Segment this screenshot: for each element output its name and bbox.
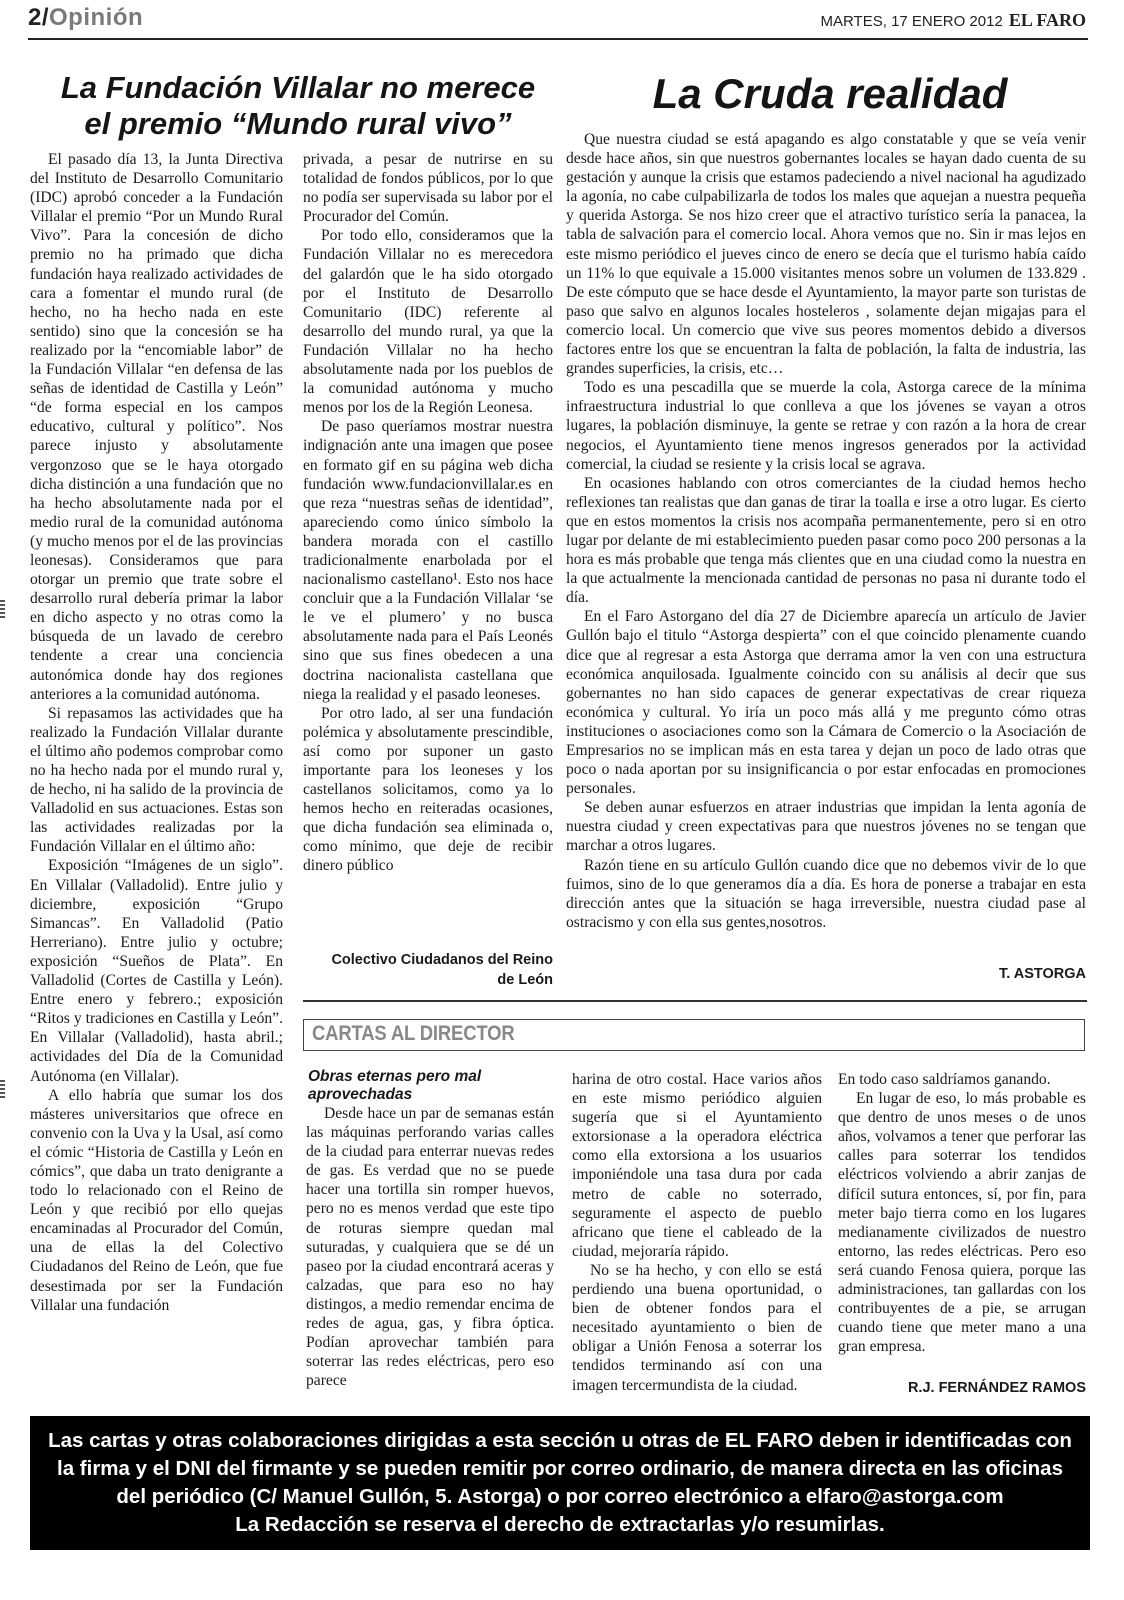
article1-column-1 [30,150,283,1315]
paragraph: En lugar de eso, lo más probable es que dentro de unos meses o de unos años, volvamos a tener que perforar las calles para soterrar los tendidos eléctricos volviendo a abrir zanjas de difícil sutura entonces, sí, por fin, para meter bajo tierra como en los lugares medianamente civilizados de nuestro entorno, las redes eléctricas. Pero eso será cuando Fenosa quiera, porque las administraciones, tan gallardas con los contribuyentes de a pie, se arrugan cuando tiene que meter mano a una gran empresa. [838,1090,1086,1356]
signature-line1: Colectivo Ciudadanos del Reino [331,952,553,968]
article1-title-line1: La Fundación Villalar no merece [60,70,536,105]
signature-line2: de León [497,972,553,988]
paragraph: Desde hace un par de semanas están las máquinas perforando varias calles de la ciudad para enterrar nuevas redes de gas. Es verdad que no se puede hacer una tortilla sin romper huevos, pero no es menos verdad que este tipo de roturas siempre quedan mal suturadas, y cualquiera que se dé un paseo por la ciudad encontrará aceras y calzadas, que para eso no hay distingos, a medio remendar encima de redes de agua, gas, y fibra óptica. Podían aprovechar también para soterrar las redes eléctricas, pero eso parece [306,1105,554,1390]
page-section-label [28,4,143,32]
paragraph: Exposición “Imágenes de un siglo”. En Villalar (Valladolid). Entre julio y diciembre, exposición “Grupo Simancas”. En Valladolid (Patio Herreriano). Entre julio y octubre; exposición “Sueños de Plata”. En Valladolid (Cortes de Castilla y León). Entre enero y febrero.; exposición “Ritos y tradiciones en Castilla y León”. En Villalar (Valladolid), hasta abril.; actividades del Día de la Comunidad Autónoma (en Villalar). [30,857,283,1085]
article2-signature: T. ASTORGA [998,966,1086,982]
article1-title [28,70,568,141]
paragraph: En todo caso saldríamos ganando. [838,1071,1051,1088]
page-edge-mark [0,600,5,618]
paragraph: privada, a pesar de nutrirse en su totalidad de fondos públicos, por lo que no podía ser supervisada su labor por el Procurador del Común. [303,151,553,226]
paragraph: Todo es una pescadilla que se muerde la cola, Astorga carece de la mínima infraestructura industrial lo que conlleva a que los jóvenes se vayan a otros lugares, la población disminuye, la gente se retrae y con razón a la hora de crear negocios, el Ayuntamiento tiene menos ingresos generados por la actividad comercial, la ciudad se resiente y la crisis local se agrava. [566,379,1086,473]
paragraph: El pasado día 13, la Junta Directiva del Instituto de Desarrollo Comunitario (IDC) aprobó conceder a la Fundación Villalar el premio “Por un Mundo Rural Vivo”. Para la concesión de dicho premio no ha primado que dicha fundación haya realizado actividades de cara a fomentar el mundo rural (de hecho, no ha hecho nada en este sentido) sino que la concesión se ha realizado por la “encomiable labor” de la Fundación Villalar “en defensa de las señas de identidad de Castilla y León” “de forma especial en los campos educativo, cultural y político”. Nos parece injusto y absolutamente vergonzoso que se le haya otorgado dicha distinción a una fundación que no ha hecho absolutamente nada por el medio rural de la comunidad autónoma (y mucho menos por el de las provincias leonesas). Consideramos que para otorgar un premio que trate sobre el desarrollo rural debería primar la labor en dicho aspecto y no otras como la búsqueda de un lavado de cerebro tendente a crear una conciencia autonómica donde hay dos regiones anteriores a la comunidad autónoma. [30,151,283,703]
letter-signature: R.J. FERNÁNDEZ RAMOS [907,1380,1086,1396]
article1-column-2 [303,150,553,876]
paragraph: A ello habría que sumar los dos másteres universitarios que ofrece en convenio con la Uva y la Usal, así como el cómic “Historia de Castilla y León en cómics”, que daba un trato denigrante a todo lo relacionado con el Reino de León y que recibió por ello quejas encaminadas al Procurador del Común, una de ellas la del Colectivo Ciudadanos del Reino de León, que fue desestimada por ser la Fundación Villalar una fundación [30,1086,283,1314]
notice-line: la firma y el DNI del firmante y se pueden remitir por correo ordinario, de manera directa en las oficinas [57,1457,1063,1480]
masthead-info [821,10,1087,31]
paragraph: Si repasamos las actividades que ha realizado la Fundación Villalar durante el último año podemos comprobar como no ha hecho nada por el mundo rural y, de hecho, ni ha salido de la provincia de Valladolid en sus actuaciones. Estas son las actividades realizadas por la Fundación Villalar en el último año: [30,704,283,856]
page-number: 2/ [28,4,50,31]
paragraph: De paso queríamos mostrar nuestra indignación ante una imagen que posee en formato gif en su página web dicha fundación www.fundacionvillalar.es en que reza “nuestras señas de identidad”, apareciendo como único símbolo la bandera morada con el castillo tradicionalmente enarbolada por el nacionalismo castellano¹. Esto nos hace concluir que a la Fundación Villalar ‘se le ve el plumero’ y no busca absolutamente nada para el País Leonés sino que sus fines obedecen a una doctrina nacionalista castellana que niega la realidad y el pasado leoneses. [303,418,553,703]
issue-date: MARTES, 17 ENERO 2012 [820,13,1003,30]
article2-title: La Cruda realidad [652,70,1008,117]
paragraph: Se deben aunar esfuerzos en atraer industrias que impidan la lenta agonía de nuestra ciudad y creen expectativas para que nuestros jóvenes no se tengan que marchar a otros lugares. [566,799,1086,855]
section-name: Opinión [49,4,144,31]
newspaper-name: EL FARO [1008,10,1086,30]
paragraph: No se ha hecho, y con ello se está perdiendo una buena oportunidad, o bien de obtener fondos para el necesitado ayuntamiento o bien de obligar a Unión Fenosa a soterrar los tendidos terminando así con una imagen tercermundista de la ciudad. [572,1261,822,1394]
section-divider [303,1000,1087,1002]
article2-body [566,130,1086,932]
paragraph: harina de otro costal. Hace varios años en este mismo periódico alguien sugería que si el Ayuntamiento extorsionase a la operadora eléctrica como ella extorsiona a los usuarios imponiéndole una tasa dura por cada metro de cable no soterrado, seguramente el aspecto de pueblo africano que tiene el cableado de la ciudad, mejoraría rápido. [572,1071,822,1260]
article1-title-line2: el premio “Mundo rural vivo” [84,105,512,141]
notice-line: La Redacción se reserva el derecho de extractarlas y/o resumirlas. [235,1513,885,1536]
letter-column-3 [838,1070,1086,1356]
paragraph: En ocasiones hablando con otros comerciantes de la ciudad hemos hecho reflexiones tan realistas que dan ganas de tirar la toalla e irse a otro lugar. Es cierto que en estos momentos la crisis nos acompaña permanentemente, pero si en otro lugar por delante de mi establecimiento pueden pasar como poco 200 personas a la hora es más probable que tenga más clientes que en una ciudad como la nuestra en la que actualmente la mencionada cantidad de personas no pasa ni durante todo el día. [566,474,1086,607]
paragraph: Por todo ello, consideramos que la Fundación Villalar no es merecedora del galardón que le ha sido otorgado por el Instituto de Desarrollo Comunitario (IDC) referente al desarrollo del mundo rural, ya que la Fundación Villalar no ha hecho absolutamente nada por los pueblos de la comunidad autónoma y mucho menos por los de la Región Leonesa. [303,227,553,417]
paragraph: Que nuestra ciudad se está apagando es algo constatable y que se veía venir desde hace años, sin que nuestros gobernantes locales se hayan dado cuenta de su gestación y aunque la crisis que estamos padeciendo a nivel nacional ha agudizado la agonía, no cabe culpabilizarla de todos los males que aquejan a nuestra pequeña y querida Astorga. Se nos hizo creer que el atractivo turístico sería la panacea, la tabla de salvación para el comercio local. Ahora vemos que no. Sin ir mas lejos en este mismo periódico el jueves cinco de enero se decía que el turismo había caído un 11% lo que equivale a 15.000 visitantes menos sobre un volumen de 133.829 . De este cómputo que se hace desde el Ayuntamiento, la mayor parte son turistas de paso que salvo en algunos locales hosteleros , solamente dejan migajas para el comercio local. Un comercio que vive sus peores momentos debido a diversos factores entre los que se encuentran la falta de población, la falta de industria, las grandes superficies, la crisis, etc… [566,131,1086,378]
paragraph: En el Faro Astorgano del día 27 de Diciembre aparecía un artículo de Javier Gullón bajo el titulo “Astorga despierta” con el que coincido plenamente cuando dice que al regresar a esta Astorga que derrama amor la ven con una estructura económica anquilosada. Igualmente coincido con su análisis al decir que sus gobernantes no han sido capaces de generar expectativas de crear riqueza económica y cultural. Yo iría un poco más allá y me pregunto cómo otras instituciones o asociaciones como son la Cámara de Comercio o la Asociación de Empresarios no se implican más en esta tarea y dejan un poco de lado otras que poco o nada aportan por su insignificancia o por estar enfocadas en promociones personales. [566,608,1086,798]
cartas-section-title: CARTAS AL DIRECTOR [312,1022,515,1045]
article1-signature [303,950,553,990]
letter-column-1 [306,1104,554,1390]
page-edge-mark [0,1080,5,1098]
letter-title: Obras eternas pero mal aprovechadas [308,1068,482,1103]
paragraph: Por otro lado, al ser una fundación polémica y absolutamente prescindible, así como por suponer un gasto importante para los leoneses y los castellanos solicitamos, como ya lo hemos hecho en reiteradas ocasiones, que dicha fundación sea eliminada o, como mínimo, que deje de recibir dinero público [303,704,553,875]
header-rule [28,38,1088,40]
notice-line: del periódico (C/ Manuel Gullón, 5. Astorga) o por correo electrónico a elfaro@astorga.com [116,1485,1004,1508]
letter-column-2 [572,1070,822,1395]
paragraph: Razón tiene en su artículo Gullón cuando dice que no debemos vivir de lo que fuimos, sino de lo que generamos día a día. Es hora de ponerse a trabajar en esta dirección antes que la situación se haga irreversible, nuestra ciudad pase al ostracismo y con ella sus gentes,nosotros. [566,856,1086,931]
notice-line: Las cartas y otras colaboraciones dirigidas a esta sección u otras de EL FARO deben ir identificadas con [48,1429,1072,1452]
submission-notice [30,1416,1090,1550]
